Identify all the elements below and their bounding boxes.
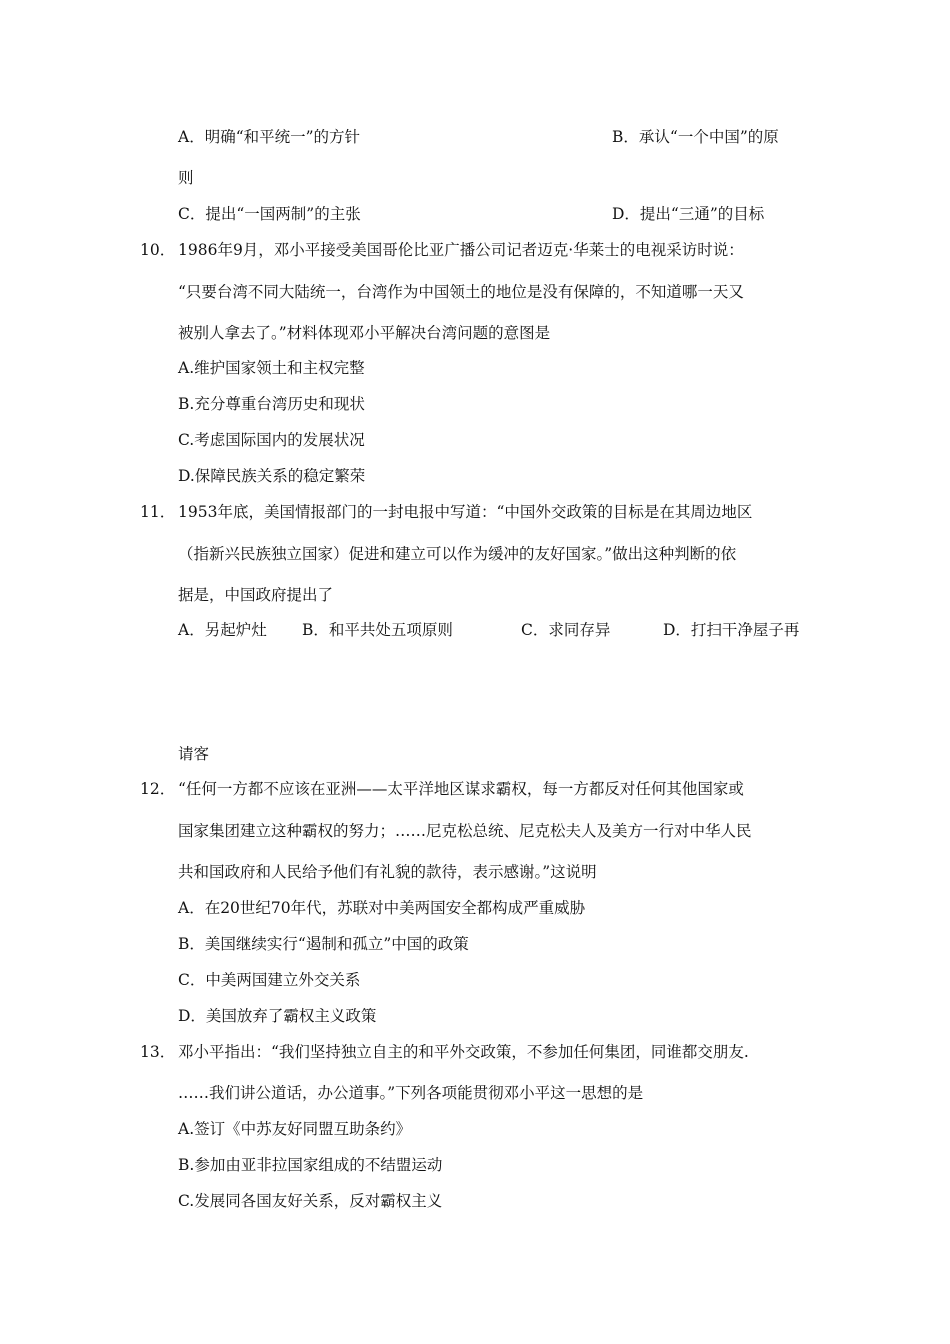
- q12-option-c: C．中美两国建立外交关系: [178, 971, 361, 989]
- q11-option-c: C．求同存异: [521, 621, 611, 639]
- q13-option-a: A.签订《中苏友好同盟互助条约》: [178, 1120, 412, 1138]
- q11-stem-line: （指新兴民族独立国家）促进和建立可以作为缓冲的友好国家。”做出这种判断的依: [178, 545, 737, 563]
- q12-stem-line: 共和国政府和人民给予他们有礼貌的款待，表示感谢。”这说明: [178, 863, 597, 881]
- q13-stem-line: ……我们讲公道话，办公道事。”下列各项能贯彻邓小平这一思想的是: [178, 1084, 644, 1102]
- q11-number: 11．: [140, 503, 176, 521]
- q10-option-b: B.充分尊重台湾历史和现状: [178, 395, 365, 413]
- q13-option-b: B.参加由亚非拉国家组成的不结盟运动: [178, 1156, 443, 1174]
- q9-option-c: C．提出“一国两制”的主张: [178, 205, 361, 223]
- q9-option-b-continued: 则: [178, 169, 194, 187]
- q12-option-b: B．美国继续实行“遏制和孤立”中国的政策: [178, 935, 469, 953]
- q9-option-a: A．明确“和平统一”的方针: [178, 128, 361, 146]
- q11-option-b: B．和平共处五项原则: [302, 621, 453, 639]
- q10-option-a: A.维护国家领土和主权完整: [178, 359, 365, 377]
- q10-stem-line: 1986年9月，邓小平接受美国哥伦比亚广播公司记者迈克·华莱士的电视采访时说：: [178, 241, 744, 259]
- q11-stem-line: 据是，中国政府提出了: [178, 586, 334, 604]
- q9-option-b: B．承认“一个中国”的原: [612, 128, 779, 146]
- q9-option-d: D．提出“三通”的目标: [612, 205, 765, 223]
- q12-stem-line: “任何一方都不应该在亚洲——太平洋地区谋求霸权，每一方都反对任何其他国家或: [178, 780, 744, 798]
- q13-number: 13．: [140, 1043, 176, 1061]
- q10-stem-line: 被别人拿去了。”材料体现邓小平解决台湾问题的意图是: [178, 324, 551, 342]
- q12-option-a: A．在20世纪70年代，苏联对中美两国安全都构成严重威胁: [178, 899, 586, 917]
- q10-option-d: D.保障民族关系的稳定繁荣: [178, 467, 366, 485]
- q13-stem-line: 邓小平指出：“我们坚持独立自主的和平外交政策，不参加任何集团，同谁都交朋友.: [178, 1043, 749, 1061]
- q12-stem-line: 国家集团建立这种霸权的努力；……尼克松总统、尼克松夫人及美方一行对中华人民: [178, 822, 752, 840]
- q11-option-a: A．另起炉灶: [178, 621, 267, 639]
- q11-option-d-continued: 请客: [178, 745, 210, 763]
- q10-stem-line: “只要台湾不同大陆统一，台湾作为中国领土的地位是没有保障的，不知道哪一天又: [178, 283, 744, 301]
- q13-option-c: C.发展同各国友好关系，反对霸权主义: [178, 1192, 443, 1210]
- q10-option-c: C.考虑国际国内的发展状况: [178, 431, 365, 449]
- q12-option-d: D．美国放弃了霸权主义政策: [178, 1007, 377, 1025]
- q11-option-d: D．打扫干净屋子再: [663, 621, 800, 639]
- q12-number: 12．: [140, 780, 176, 798]
- q11-stem-line: 1953年底，美国情报部门的一封电报中写道：“中国外交政策的目标是在其周边地区: [178, 503, 753, 521]
- q10-number: 10．: [140, 241, 176, 259]
